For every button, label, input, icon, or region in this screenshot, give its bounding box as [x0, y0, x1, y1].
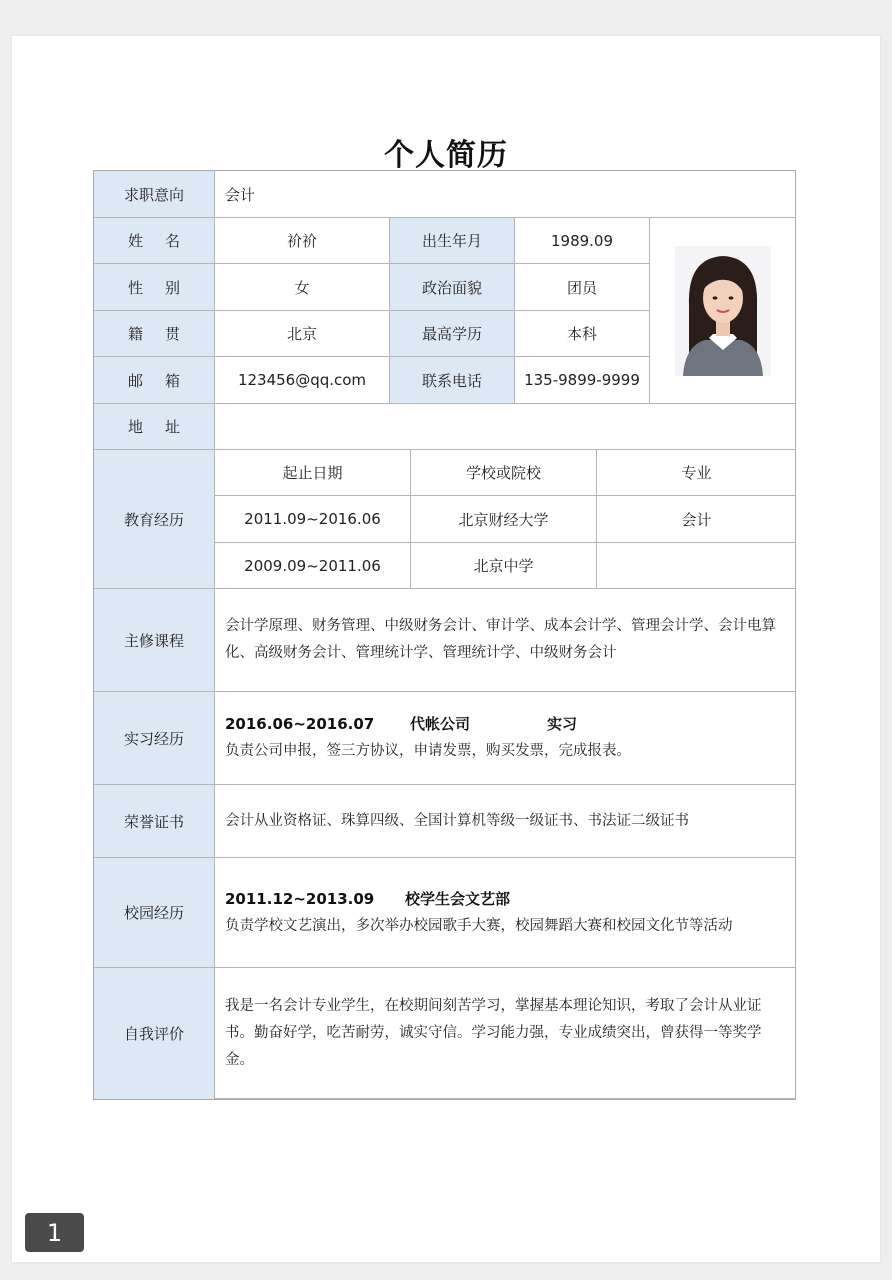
honors-text: 会计从业资格证、珠算四级、全国计算机等级一级证书、书法证二级证书 — [215, 785, 796, 858]
page-title: 个人简历 — [384, 138, 508, 173]
education-row-major: 会计 — [597, 496, 796, 543]
education-row-date: 2009.09~2011.06 — [215, 543, 411, 589]
job-intent-value: 会计 — [215, 171, 796, 218]
birth-value: 1989.09 — [515, 218, 650, 264]
political-label: 政治面貌 — [390, 264, 515, 311]
hometown-label: 籍贯 — [94, 311, 215, 357]
resume-page — [12, 36, 880, 1262]
page-number-badge: 1 — [25, 1213, 84, 1252]
education-header-school: 学校或院校 — [411, 450, 597, 496]
internship-label: 实习经历 — [94, 692, 215, 785]
education-row-school: 北京中学 — [411, 543, 597, 589]
birth-label: 出生年月 — [390, 218, 515, 264]
honors-label: 荣誉证书 — [94, 785, 215, 858]
internship-header — [225, 711, 788, 738]
profile-photo-image — [675, 246, 771, 376]
phone-label: 联系电话 — [390, 357, 515, 404]
internship-role: 实习 — [547, 715, 578, 733]
education-level-label: 最高学历 — [390, 311, 515, 357]
campus-desc: 负责学校文艺演出，多次举办校园歌手大赛，校园舞蹈大赛和校园文化节等活动 — [225, 917, 733, 934]
campus-header — [225, 886, 788, 913]
profile-photo — [650, 218, 796, 404]
education-row-date: 2011.09~2016.06 — [215, 496, 411, 543]
political-value: 团员 — [515, 264, 650, 311]
self-eval-text: 我是一名会计专业学生，在校期间刻苦学习，掌握基本理论知识，考取了会计从业证书。勤奋好学，吃苦耐劳，诚实守信。学习能力强，专业成绩突出，曾获得一等奖学金。 — [215, 968, 796, 1099]
self-eval-label: 自我评价 — [94, 968, 215, 1099]
campus-org: 校学生会文艺部 — [405, 889, 511, 908]
internship-content — [215, 692, 796, 785]
campus-label: 校园经历 — [94, 858, 215, 968]
name-value: 祄祄 — [215, 218, 390, 264]
campus-content — [215, 858, 796, 968]
phone-value: 135-9899-9999 — [515, 357, 650, 404]
gender-value: 女 — [215, 264, 390, 311]
address-value — [215, 404, 796, 450]
education-label: 教育经历 — [94, 450, 215, 589]
internship-period: 2016.06~2016.07 — [225, 715, 375, 733]
campus-period: 2011.12~2013.09 — [225, 889, 375, 908]
email-label: 邮箱 — [94, 357, 215, 404]
education-row-major — [597, 543, 796, 589]
courses-text: 会计学原理、财务管理、中级财务会计、审计学、成本会计学、管理会计学、会计电算化、高级财务会计、管理统计学、管理统计学、中级财务会计 — [215, 589, 796, 692]
internship-company: 代帐公司 — [410, 715, 471, 733]
education-level-value: 本科 — [515, 311, 650, 357]
courses-label: 主修课程 — [94, 589, 215, 692]
email-value: 123456@qq.com — [215, 357, 390, 404]
gender-label: 性别 — [94, 264, 215, 311]
address-label: 地址 — [94, 404, 215, 450]
hometown-value: 北京 — [215, 311, 390, 357]
education-header-date: 起止日期 — [215, 450, 411, 496]
resume-table — [93, 170, 796, 1100]
job-intent-label: 求职意向 — [94, 171, 215, 218]
internship-desc: 负责公司申报，签三方协议，申请发票，购买发票，完成报表。 — [225, 743, 631, 759]
education-header-major: 专业 — [597, 450, 796, 496]
name-label: 姓名 — [94, 218, 215, 264]
education-row-school: 北京财经大学 — [411, 496, 597, 543]
